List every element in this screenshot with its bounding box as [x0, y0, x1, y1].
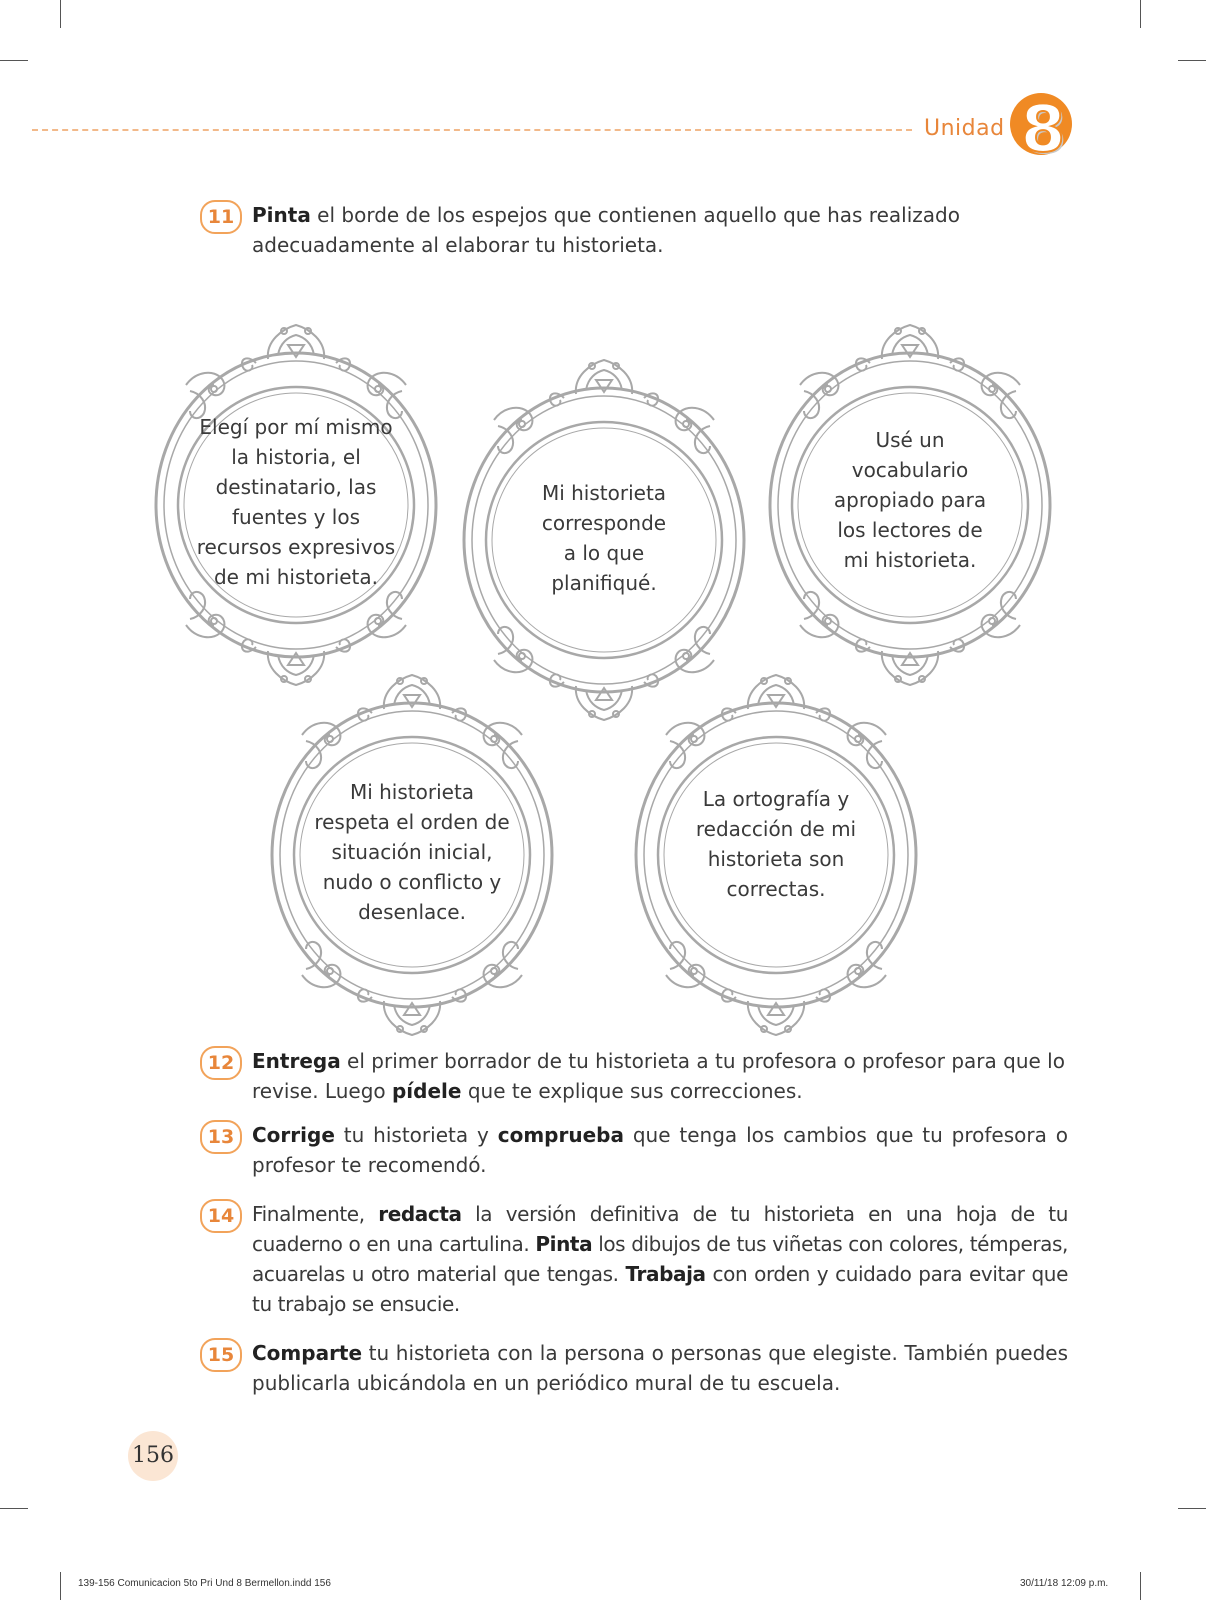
activity-text-part: que tenga los cambios que tu profesora o profesor te recomendó. [252, 1123, 1068, 1177]
activity-text-part: Finalmente, [252, 1202, 379, 1226]
activity-verb: pídele [391, 1079, 462, 1103]
activity-number: 14 [200, 1199, 242, 1233]
activity-text-part: tu historieta con la persona o personas que elegiste. También puedes publicarla ubicándola en un periódico mural de tu escuela. [252, 1341, 1068, 1395]
activity-text [252, 1120, 1068, 1180]
mirror-text: Mi historieta corresponde a lo que planifiqué. [541, 481, 667, 595]
mirror-frame[interactable] [262, 665, 562, 1045]
mirror-frame[interactable] [626, 665, 926, 1045]
activity-verb: Trabaja [625, 1262, 706, 1286]
activity-verb: Pinta [252, 203, 311, 227]
mirror-text: Mi historieta respeta el orden de situación inicial, nudo o conflicto y desenlace. [314, 780, 510, 924]
crop-mark [1178, 60, 1206, 61]
unit-label: Unidad [924, 116, 1005, 141]
activity-text [252, 1199, 1068, 1319]
crop-mark [1178, 1508, 1206, 1509]
activity-14 [200, 1199, 1068, 1319]
activity-11 [200, 200, 1068, 260]
activity-text-part: el primer borrador de tu historieta a tu profesora o profesor para que lo revise. Luego [252, 1049, 1065, 1103]
crop-mark [60, 0, 61, 28]
activity-text [252, 200, 1068, 260]
mirror-frame[interactable] [760, 315, 1060, 695]
page-number: 156 [132, 1443, 174, 1468]
activity-text-part: tu historieta y [334, 1123, 498, 1147]
activity-text [252, 1046, 1068, 1106]
crop-mark [0, 1508, 28, 1509]
mirror-frame[interactable] [146, 315, 446, 695]
unit-number: 8 [1020, 93, 1066, 167]
activity-number: 15 [200, 1338, 242, 1372]
activity-verb: Corrige [252, 1123, 335, 1147]
activity-text-part: la versión definitiva de tu historieta en una hoja de tu cuaderno o en una cartulina. [252, 1202, 1069, 1256]
activity-number: 11 [200, 200, 242, 234]
activity-verb: Comparte [252, 1341, 363, 1365]
activity-text-part: los dibujos de tus viñetas con colores, témperas, acuarelas u otro material que tengas. [252, 1232, 1069, 1286]
print-slug-filename: 139-156 Comunicacion 5to Pri Und 8 Bermellon.indd 156 [78, 1578, 331, 1589]
crop-mark [1140, 0, 1141, 28]
activity-text [252, 1338, 1068, 1398]
mirror-text: Usé un vocabulario apropiado para los lectores de mi historieta. [833, 428, 987, 572]
activity-text-part: el borde de los espejos que contienen aquello que has realizado adecuadamente al elaborar tu historieta. [252, 203, 960, 257]
crop-mark [60, 1572, 61, 1600]
print-slug-date: 30/11/18 12:09 p.m. [1020, 1578, 1109, 1589]
crop-mark [1140, 1572, 1141, 1600]
mirror-text: Elegí por mí mismo la historia, el destinatario, las fuentes y los recursos expresivos de mi historieta. [196, 415, 396, 589]
activity-number: 12 [200, 1046, 242, 1080]
activity-13 [200, 1120, 1068, 1180]
header-dashed-line [32, 129, 912, 131]
activity-verb: redacta [378, 1202, 462, 1226]
activity-text-part: con orden y cuidado para evitar que tu trabajo se ensucie. [252, 1262, 1068, 1316]
mirror-text: La ortografía y redacción de mi historieta son correctas. [695, 787, 857, 901]
activity-verb: Entrega [252, 1049, 341, 1073]
activity-verb: Pinta [535, 1232, 593, 1256]
activity-verb: comprueba [497, 1123, 624, 1147]
activity-text-part: que te explique sus correcciones. [461, 1079, 803, 1103]
activity-15 [200, 1338, 1068, 1398]
activity-number: 13 [200, 1120, 242, 1154]
crop-mark [0, 60, 28, 61]
activity-12 [200, 1046, 1068, 1106]
